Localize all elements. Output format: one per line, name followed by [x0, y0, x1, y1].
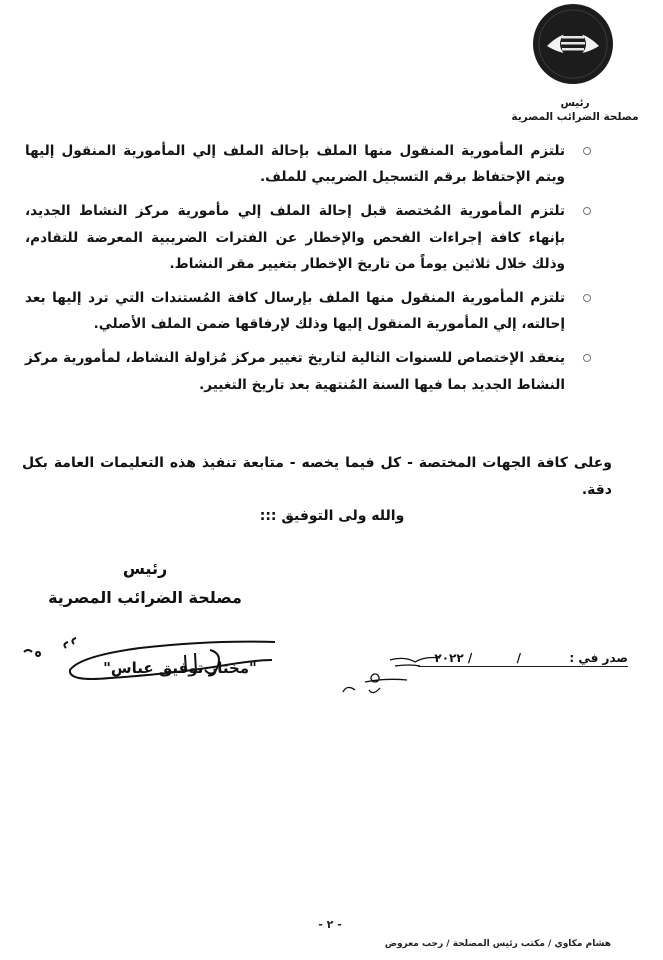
list-item — [25, 198, 565, 277]
handwritten-annotation-icon — [335, 654, 445, 704]
seal-caption-title: رئيس — [560, 97, 590, 109]
greeting-line: والله ولى التوفيق ::: — [259, 508, 405, 524]
list-item — [25, 138, 565, 190]
signature-block — [20, 558, 270, 610]
signatory-name: "مختار توفيق عباس" — [103, 659, 257, 677]
issued-separator: / — [516, 651, 522, 665]
circle-bullet-icon — [583, 147, 591, 155]
list-item-text: تلتزم المأمورية المنقول منها الملف بإرسال كافة المُستندات التي ترد إليها بعد إحالته، إلي المأمورية المنقول إليها وذلك لإرفاقها ضمن الملف الأصلي. — [25, 290, 565, 333]
list-item-text: ينعقد الإختصاص للسنوات التالية لتاريخ تغيير مركز مُزاولة النشاط، لمأمورية مركز النشاط الجديد بما فيها السنة المُنتهية بعد تاريخ التغيير. — [25, 350, 565, 393]
footer-reference: هشام مكاوي / مكتب رئيس المصلحة / رجب معروض — [384, 939, 611, 949]
list-item — [25, 285, 565, 337]
instructions-list — [25, 138, 565, 406]
seal-caption — [505, 96, 645, 124]
list-item-text: تلتزم المأمورية المُختصة قبل إحالة الملف إلي مأمورية مركز النشاط الجديد، بإنهاء كافة إجراءات الفحص والإخطار عن الفترات الضريبية المعرضة للتقادم، وذلك خلال ثلاثين يوماً من تاريخ الإخطار بتغيير مقر النشاط. — [25, 203, 565, 272]
circle-bullet-icon — [583, 207, 591, 215]
tax-authority-seal-icon — [507, 2, 639, 86]
signatory-title: رئيس — [122, 559, 168, 578]
issued-date — [418, 651, 628, 667]
circle-bullet-icon — [583, 354, 591, 362]
signatory-organization: مصلحة الضرائب المصرية — [48, 588, 242, 607]
issued-separator: / — [467, 651, 473, 665]
list-item — [25, 345, 565, 397]
issued-label: صدر في : — [569, 651, 628, 665]
list-item-text: تلتزم المأمورية المنقول منها الملف بإحالة الملف إلي المأمورية المنقول إليها ويتم الإحتفاظ برقم التسجيل الضريبي للملف. — [25, 143, 565, 186]
seal-caption-org: مصلحة الضرائب المصرية — [511, 111, 639, 123]
issued-year: ٢٠٢٢ — [434, 651, 464, 665]
circle-bullet-icon — [583, 294, 591, 302]
page-number: - ٢ - — [318, 918, 342, 931]
closing-paragraph: وعلى كافة الجهات المختصة - كل فيما يخصه - متابعة تنفيذ هذه التعليمات العامة بكل دقة. — [22, 455, 612, 498]
